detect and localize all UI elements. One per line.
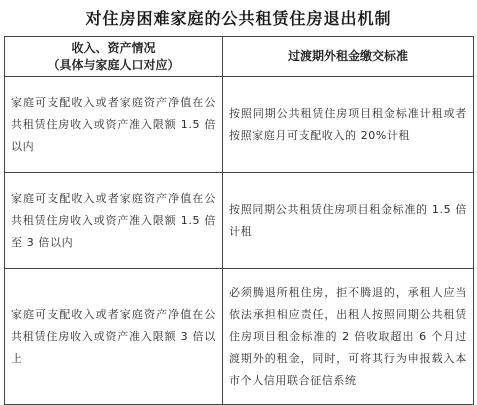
row-standard-cell: 必须腾退所租住房，拒不腾退的，承租人应当依法承担相应责任，出租人按照同期公共租赁住房项目租金标准的 2 倍收取超出 6 个月过渡期外的租金，同时，可将其行为申报载入本市个人信用联合征信系统 [223,269,474,405]
table-row [5,173,474,269]
header-income-assets-line2: （具体与家庭人口对应） [47,57,180,72]
row-condition-cell: 家庭可支配收入或者家庭资产净值在公共租赁住房收入或资产准入限额 1.5 倍以内 [5,77,223,173]
row-standard-cell: 按照同期公共租赁住房项目租金标准的 1.5 倍计租 [223,173,474,269]
table-header-row [5,37,474,77]
row-condition-cell: 家庭可支配收入或者家庭资产净值在公共租赁住房收入或资产准入限额 1.5 倍至 3 倍以内 [5,173,223,269]
header-income-assets [5,37,223,77]
row-condition-cell: 家庭可支配收入或者家庭资产净值在公共租赁住房收入或资产准入限额 3 倍以上 [5,269,223,405]
table-row [5,77,474,173]
header-income-assets-line1: 收入、资产情况 [71,40,156,55]
header-rent-standard: 过渡期外租金缴交标准 [223,37,474,77]
document-title: 对住房困难家庭的公共租赁住房退出机制 [85,9,392,28]
table-row [5,269,474,405]
row-standard-cell: 按照同期公共租赁住房项目租金标准计租或者按照家庭月可支配收入的 20%计租 [223,77,474,173]
exit-mechanism-table [4,36,474,405]
